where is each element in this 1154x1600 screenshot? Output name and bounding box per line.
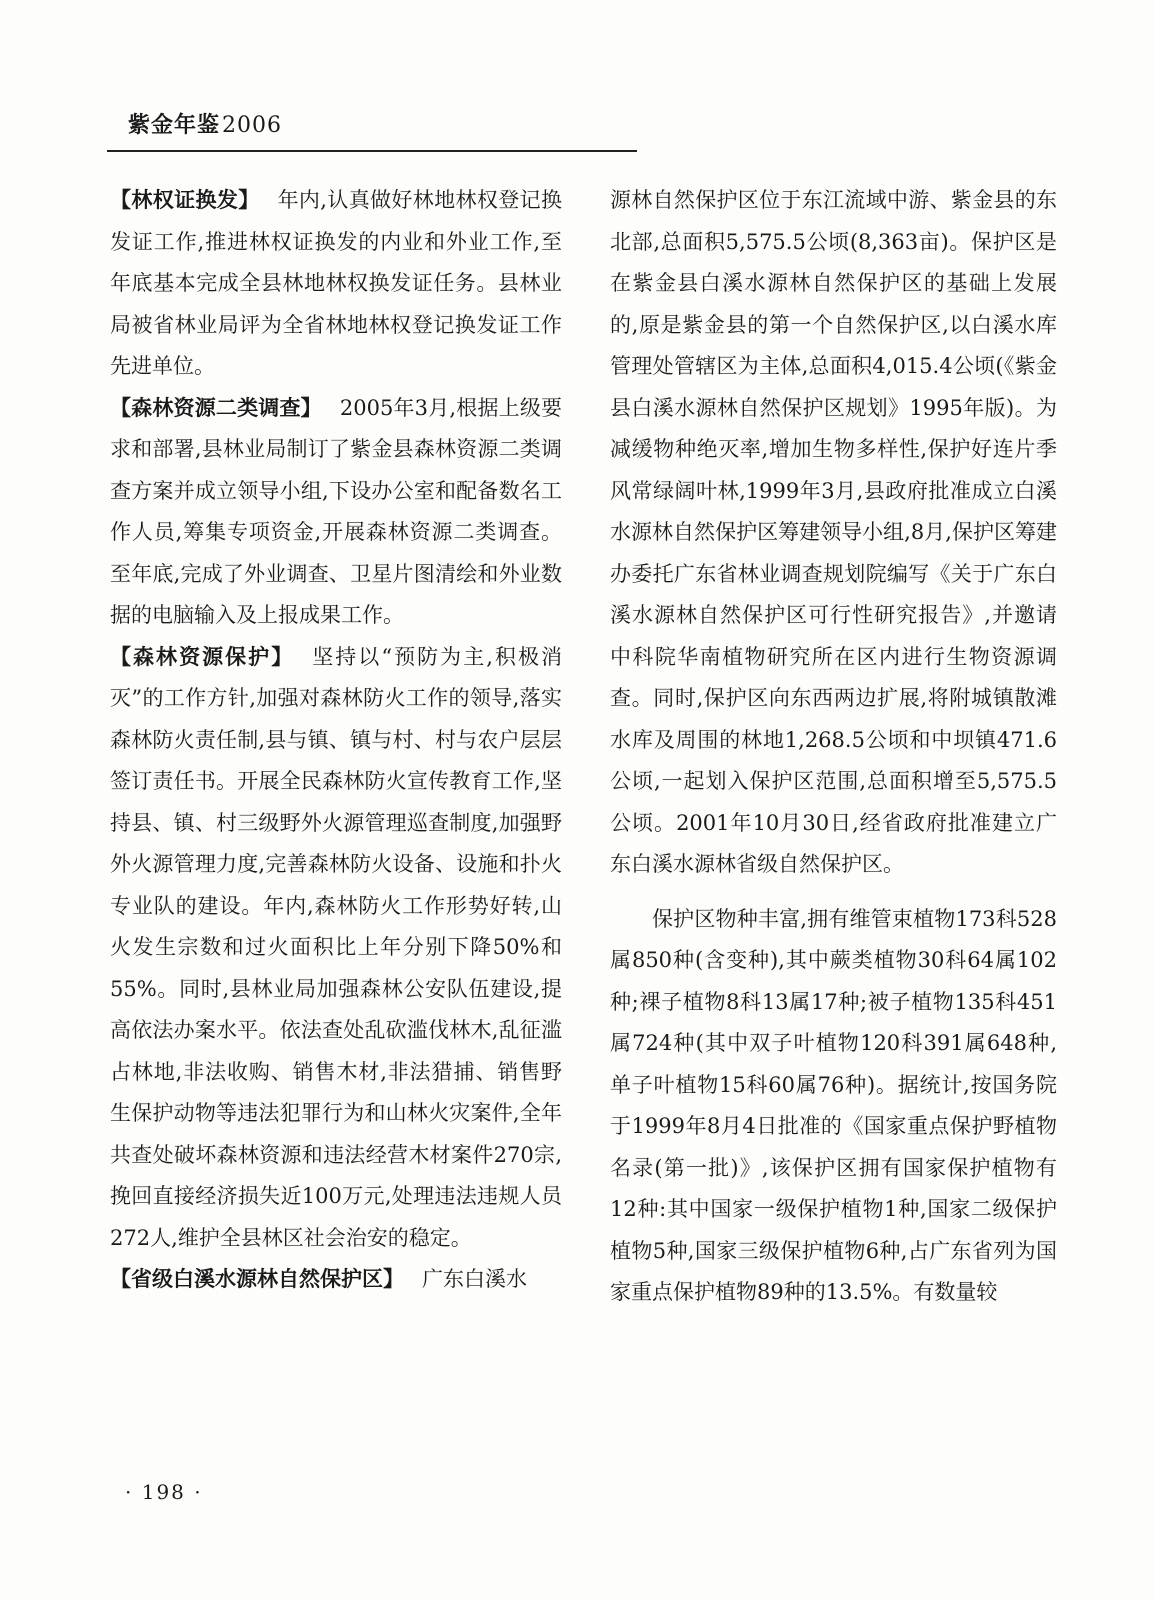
right-column [610, 180, 1057, 1314]
section-heading: 【林权证换发】 [110, 188, 260, 212]
book-year: 2006 [222, 113, 283, 138]
reserve-overview-paragraph: 源林自然保护区位于东江流域中游、紫金县的东北部,总面积5,575.5公顷(8,363亩)。保护区是在紫金县白溪水源林自然保护区的基础上发展的,原是紫金县的第一个自然保护区,以白溪水库管理处管辖区为主体,总面积4,015.4公顷(《紫金县白溪水源林自然保护区规划》1995年版)。为减缓物种绝灭率,增加生物多样性,保护好连片季风常绿阔叶林,1999年3月,县政府批准成立白溪水源林自然保护区筹建领导小组,8月,保护区筹建办委托广东省林业调查规划院编写《关于广东白溪水源林自然保护区可行性研究报告》,并邀请中科院华南植物研究所在区内进行生物资源调查。同时,保护区向东西两边扩展,将附城镇散滩水库及周围的林地1,268.5公顷和中坝镇471.6公顷,一起划入保护区范围,总面积增至5,575.5公顷。2001年10月30日,经省政府批准建立广东白溪水源林省级自然保护区。 [610, 188, 1057, 876]
section-body: 坚持以“预防为主,积极消灭”的工作方针,加强对森林防火工作的领导,落实森林防火责任制,县与镇、镇与村、村与农户层层签订责任书。开展全民森林防火宣传教育工作,坚持县、镇、村三级野外火源管理巡查制度,加强野外火源管理力度,完善森林防火设备、设施和扑火专业队的建设。年内,森林防火工作形势好转,山火发生宗数和过火面积比上年分别下降50%和55%。同时,县林业局加强森林公安队伍建设,提高依法办案水平。依法查处乱砍滥伐林木,乱征滥占林地,非法收购、销售木材,非法猎捕、销售野生保护动物等违法犯罪行为和山林火灾案件,全年共查处破坏森林资源和违法经营木材案件270宗,挽回直接经济损失近100万元,处理违法违规人员272人,维护全县林区社会治安的稳定。 [110, 644, 562, 1250]
section-heading: 【森林资源保护】 [110, 644, 295, 669]
section-baixi-nature-reserve [110, 1259, 562, 1301]
section-body: 广东白溪水 [422, 1267, 527, 1291]
paragraph-gap [610, 886, 1057, 899]
left-column [110, 180, 562, 1301]
section-heading: 【森林资源二类调查】 [110, 395, 322, 420]
book-title: 紫金年鉴 [128, 113, 221, 138]
section-forest-rights-certificate [110, 180, 562, 388]
reserve-species-paragraph: 保护区物种丰富,拥有维管束植物173科528属850种(含变种),其中蕨类植物30科64属102种;裸子植物8科13属17种;被子植物135科451属724种(其中双子叶植物120科391属648种,单子叶植物15科60属76种)。据统计,按国务院于1999年8月4日批准的《国家重点保护野植物名录(第一批)》,该保护区拥有国家保护植物有12种:其中国家一级保护植物1种,国家二级保护植物5种,国家三级保护植物6种,占广东省列为国家重点保护植物89种的13.5%。有数量较 [610, 906, 1057, 1304]
section-forest-resource-survey [110, 388, 562, 637]
section-body: 年内,认真做好林地林权登记换发证工作,推进林权证换发的内业和外业工作,至年底基本完成全县林地林权换发证任务。县林业局被省林业局评为全省林地林权登记换发证工作先进单位。 [110, 188, 562, 378]
page-number: · 198 · [125, 1480, 203, 1504]
header-rule [107, 150, 637, 152]
section-forest-resource-protection [110, 637, 562, 1260]
section-body: 2005年3月,根据上级要求和部署,县林业局制订了紫金县森林资源二类调查方案并成立领导小组,下设办公室和配备数名工作人员,筹集专项资金,开展森林资源二类调查。至年底,完成了外业调查、卫星片图清绘和外业数据的电脑输入及上报成果工作。 [110, 395, 563, 627]
running-header [128, 108, 282, 139]
section-heading: 【省级白溪水源林自然保护区】 [110, 1267, 404, 1291]
